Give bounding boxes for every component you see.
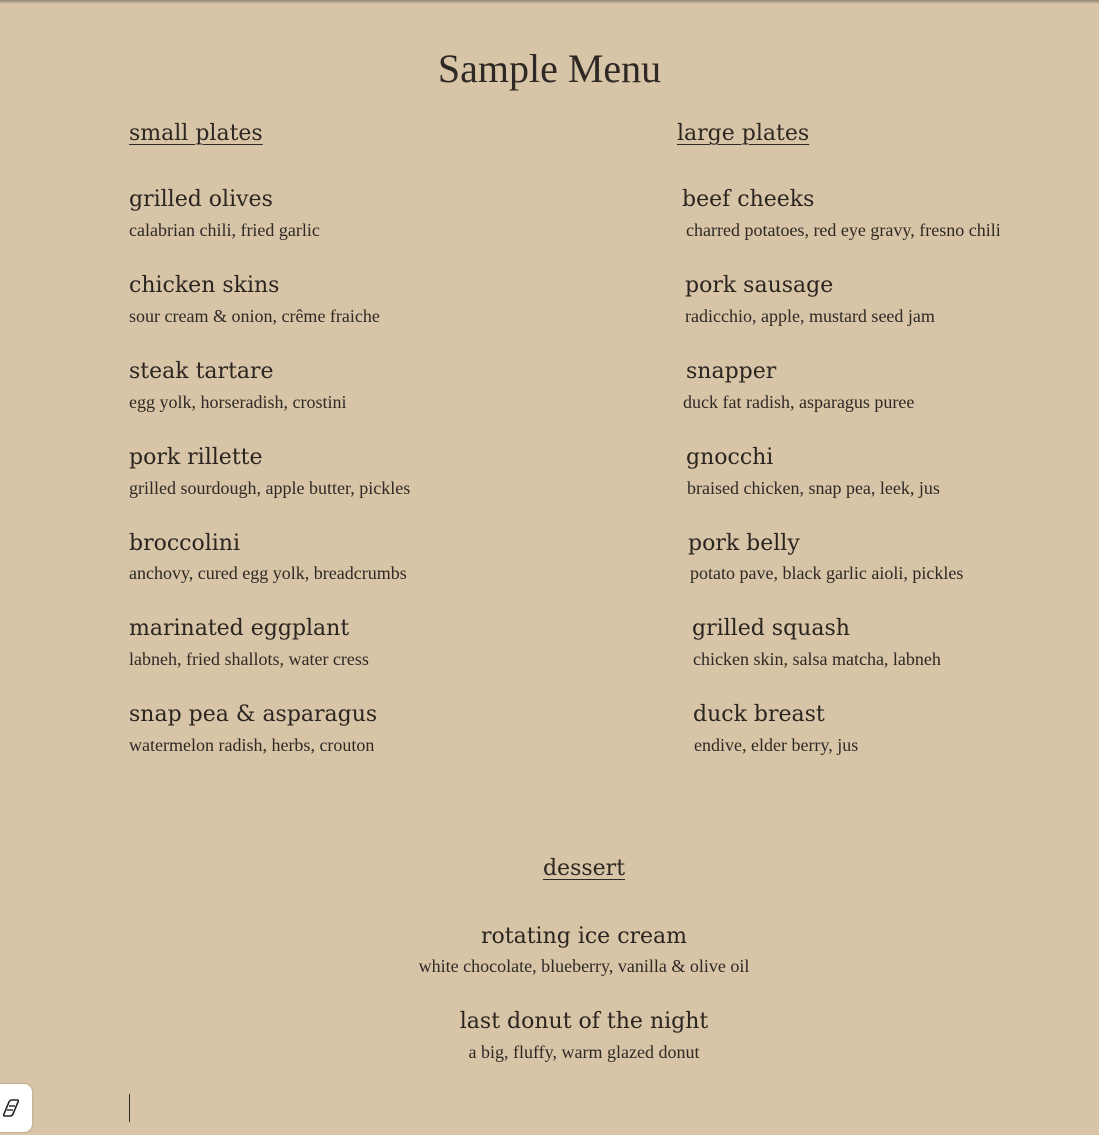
dessert-desc: white chocolate, blueberry, vanilla & olive oil — [418, 956, 750, 976]
dessert-desc: a big, fluffy, warm glazed donut — [468, 1042, 700, 1062]
top-edge-shadow — [0, 0, 1099, 4]
large-plate-name: duck breast — [693, 702, 825, 727]
small-plate-desc: grilled sourdough, apple butter, pickles — [129, 478, 411, 498]
small-plate-desc: labneh, fried shallots, water cress — [129, 649, 369, 669]
small-plate-desc: anchovy, cured egg yolk, breadcrumbs — [129, 563, 407, 583]
large-plate-desc: potato pave, black garlic aioli, pickles — [690, 563, 964, 583]
small-plate-name: chicken skins — [129, 273, 280, 298]
small-plate-desc: watermelon radish, herbs, crouton — [129, 735, 375, 755]
small-plate-name: pork rillette — [129, 445, 263, 470]
small-plate-desc: calabrian chili, fried garlic — [129, 220, 320, 240]
small-plate-name: broccolini — [129, 531, 241, 556]
copilot-icon — [0, 1097, 22, 1119]
small-plate-name: steak tartare — [129, 359, 274, 384]
large-plates-heading: large plates — [677, 121, 810, 146]
large-plate-name: pork sausage — [685, 273, 834, 298]
large-plate-desc: charred potatoes, red eye gravy, fresno chili — [686, 220, 1001, 240]
large-plate-name: grilled squash — [692, 616, 850, 641]
page-title: Sample Menu — [437, 45, 662, 91]
large-plate-desc: duck fat radish, asparagus puree — [683, 392, 915, 412]
dessert-name: rotating ice cream — [480, 924, 688, 949]
small-plate-name: marinated eggplant — [129, 616, 350, 641]
large-plate-name: snapper — [686, 359, 777, 384]
large-plate-desc: radicchio, apple, mustard seed jam — [685, 306, 935, 326]
small-plate-name: grilled olives — [129, 187, 273, 212]
dessert-name: last donut of the night — [459, 1009, 709, 1034]
small-plates-heading: small plates — [129, 121, 263, 146]
large-plate-desc: braised chicken, snap pea, leek, jus — [687, 478, 940, 498]
large-plate-name: pork belly — [688, 531, 800, 556]
large-plate-desc: chicken skin, salsa matcha, labneh — [693, 649, 941, 669]
large-plate-name: beef cheeks — [682, 187, 815, 212]
small-plate-name: snap pea & asparagus — [129, 702, 378, 727]
text-cursor — [129, 1094, 130, 1122]
small-plate-desc: sour cream & onion, crême fraiche — [129, 306, 380, 326]
copilot-button[interactable] — [0, 1084, 32, 1132]
small-plate-desc: egg yolk, horseradish, crostini — [129, 392, 347, 412]
large-plate-name: gnocchi — [686, 445, 774, 470]
dessert-heading: dessert — [542, 856, 626, 881]
large-plate-desc: endive, elder berry, jus — [694, 735, 859, 755]
